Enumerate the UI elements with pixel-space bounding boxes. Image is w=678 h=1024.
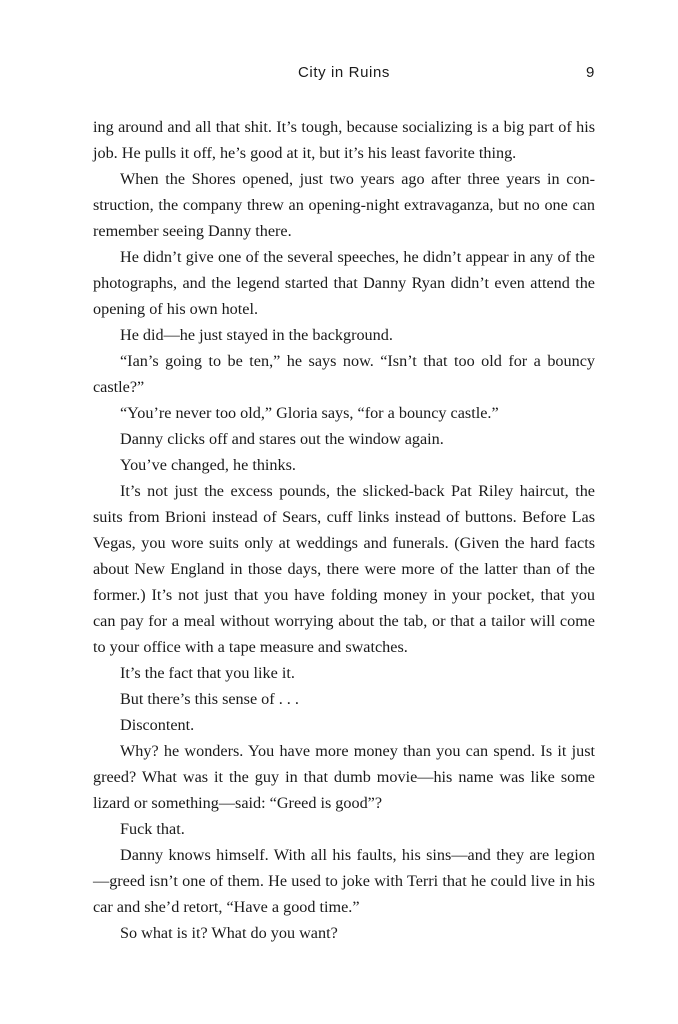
paragraph: It’s not just the excess pounds, the slicked-back Pat Riley haircut, the suits from Brioni instead of Sears, cuff links instead of buttons. Before Las Vegas, you wore suits only at weddings and funerals. (Given the hard facts about New England in those days, there were more of the latter than of the former.) It’s not just that you have folding money in your pocket, that you can pay for a meal without worrying about the tab, or that a tailor will come to your office with a tape measure and swatches. <box>93 482 595 656</box>
paragraph: “You’re never too old,” Gloria says, “for a bouncy castle.” <box>120 404 499 422</box>
paragraph: You’ve changed, he thinks. <box>120 456 296 474</box>
paragraph: Why? he wonders. You have more money than you can spend. Is it just greed? What was it the guy in that dumb movie—his name was like some lizard or something—said: “Greed is good”? <box>93 742 595 812</box>
running-head <box>93 64 595 86</box>
paragraph: Danny knows himself. With all his faults, his sins—and they are legion—greed isn’t one of them. He used to joke with Terri that he could live in his car and she’d retort, “Have a good time.” <box>93 846 595 916</box>
paragraph: “Ian’s going to be ten,” he says now. “Isn’t that too old for a bouncy castle?” <box>93 352 595 396</box>
paragraph: Discontent. <box>120 716 195 734</box>
paragraph: He didn’t give one of the several speeches, he didn’t appear in any of the photographs, and the legend started that Danny Ryan didn’t even attend the opening of his own hotel. <box>93 248 595 318</box>
paragraph: So what is it? What do you want? <box>120 924 338 942</box>
page-number: 9 <box>586 64 595 81</box>
paragraph: Fuck that. <box>120 820 185 838</box>
paragraph: He did—he just stayed in the background. <box>120 326 393 344</box>
paragraph: It’s the fact that you like it. <box>120 664 295 682</box>
running-title: City in Ruins <box>298 64 390 81</box>
paragraph: But there’s this sense of . . . <box>120 690 299 708</box>
paragraph: Danny clicks off and stares out the window again. <box>120 430 444 448</box>
body-text <box>93 114 595 946</box>
paragraph: ing around and all that shit. It’s tough, because socializing is a big part of his job. He pulls it off, he’s good at it, but it’s his least favorite thing. <box>93 118 595 162</box>
paragraph: When the Shores opened, just two years ago after three years in construction, the company threw an opening-night extravaganza, but no one can remember seeing Danny there. <box>93 170 595 240</box>
